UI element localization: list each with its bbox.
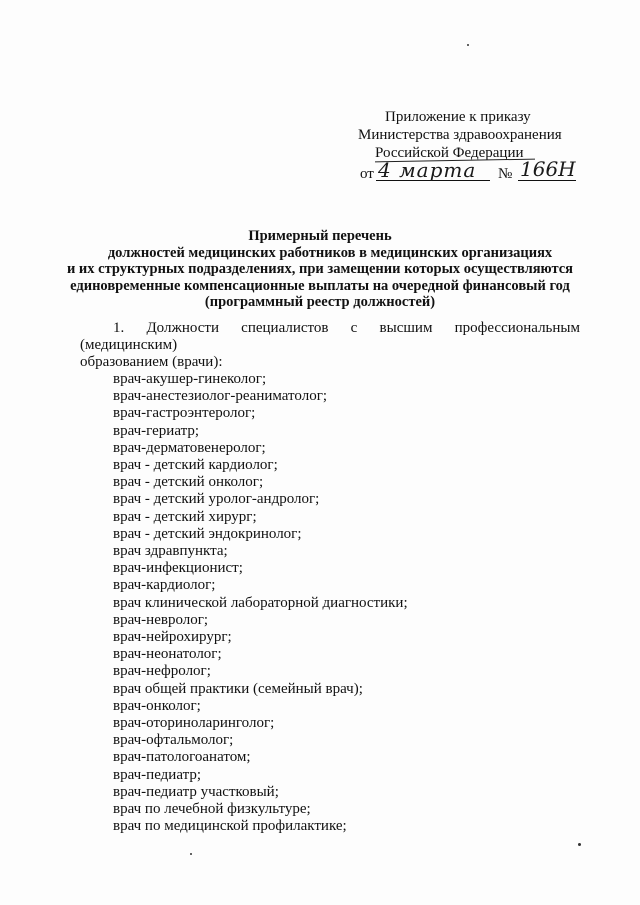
- list-item: врач - детский онколог;: [113, 474, 264, 491]
- title-line-4: единовременные компенсационные выплаты на очередной финансовый год: [70, 277, 570, 294]
- list-item: врач-нефролог;: [113, 663, 211, 680]
- scan-speck: [467, 44, 469, 46]
- title-line-1: Примерный перечень: [248, 228, 392, 244]
- list-item: врач-дерматовенеролог;: [113, 439, 266, 456]
- section-1-heading: 1. Должности специалистов с высшим профессиональным (медицинским): [80, 320, 580, 353]
- list-item: врач - детский уролог-андролог;: [113, 491, 320, 508]
- position-list: [80, 371, 580, 835]
- date-prefix-label: от: [360, 166, 374, 182]
- list-item: врач-невролог;: [113, 611, 209, 628]
- number-sign-label: №: [498, 166, 513, 182]
- list-item: врач - детский хирург;: [113, 508, 257, 525]
- document-body: [80, 320, 580, 835]
- appendix-line-3: Российской Федерации: [375, 145, 524, 161]
- handwritten-order-number: 166Н: [520, 157, 576, 181]
- list-item: врач-офтальмолог;: [113, 732, 234, 749]
- list-item: врач - детский кардиолог;: [113, 457, 278, 474]
- list-item: врач общей практики (семейный врач);: [113, 680, 363, 697]
- list-item: врач-инфекционист;: [113, 560, 243, 577]
- appendix-line-1: Приложение к приказу: [385, 109, 531, 125]
- order-date-number-line: [360, 157, 590, 185]
- list-item: врач-патологоанатом;: [113, 749, 251, 766]
- document-title: [40, 228, 600, 311]
- list-item: врач-гастроэнтеролог;: [113, 405, 256, 422]
- scan-speck: [190, 853, 192, 855]
- title-line-2: должностей медицинских работников в медицинских организациях: [107, 244, 553, 261]
- list-item: врач - детский эндокринолог;: [113, 525, 302, 542]
- list-item: врач по лечебной физкультуре;: [113, 801, 311, 818]
- scan-speck: [578, 843, 581, 846]
- list-item: врач здравпункта;: [113, 543, 228, 560]
- list-item: врач-нейрохирург;: [113, 629, 232, 646]
- list-item: врач по медицинской профилактике;: [113, 818, 347, 835]
- title-line-3: и их структурных подразделениях, при замещении которых осуществляются: [66, 261, 574, 277]
- list-item: врач-оториноларинголог;: [113, 715, 275, 732]
- list-item: врач-кардиолог;: [113, 577, 216, 594]
- list-item: врач-педиатр участковый;: [113, 783, 279, 800]
- list-item: врач клинической лабораторной диагностики;: [113, 594, 408, 611]
- list-item: врач-акушер-гинеколог;: [113, 371, 267, 387]
- list-item: врач-анестезиолог-реаниматолог;: [113, 388, 328, 405]
- appendix-header: [340, 108, 590, 185]
- handwritten-date: 4 марта: [378, 158, 477, 182]
- list-item: врач-неонатолог;: [113, 646, 222, 663]
- list-item: врач-гериатр;: [113, 422, 199, 439]
- list-item: врач-педиатр;: [113, 766, 202, 783]
- list-item: врач-онколог;: [113, 697, 201, 714]
- title-line-5: (программный реестр должностей): [204, 294, 436, 310]
- section-1-heading-continued: образованием (врачи):: [80, 354, 223, 370]
- appendix-line-2: Министерства здравоохранения: [358, 127, 562, 143]
